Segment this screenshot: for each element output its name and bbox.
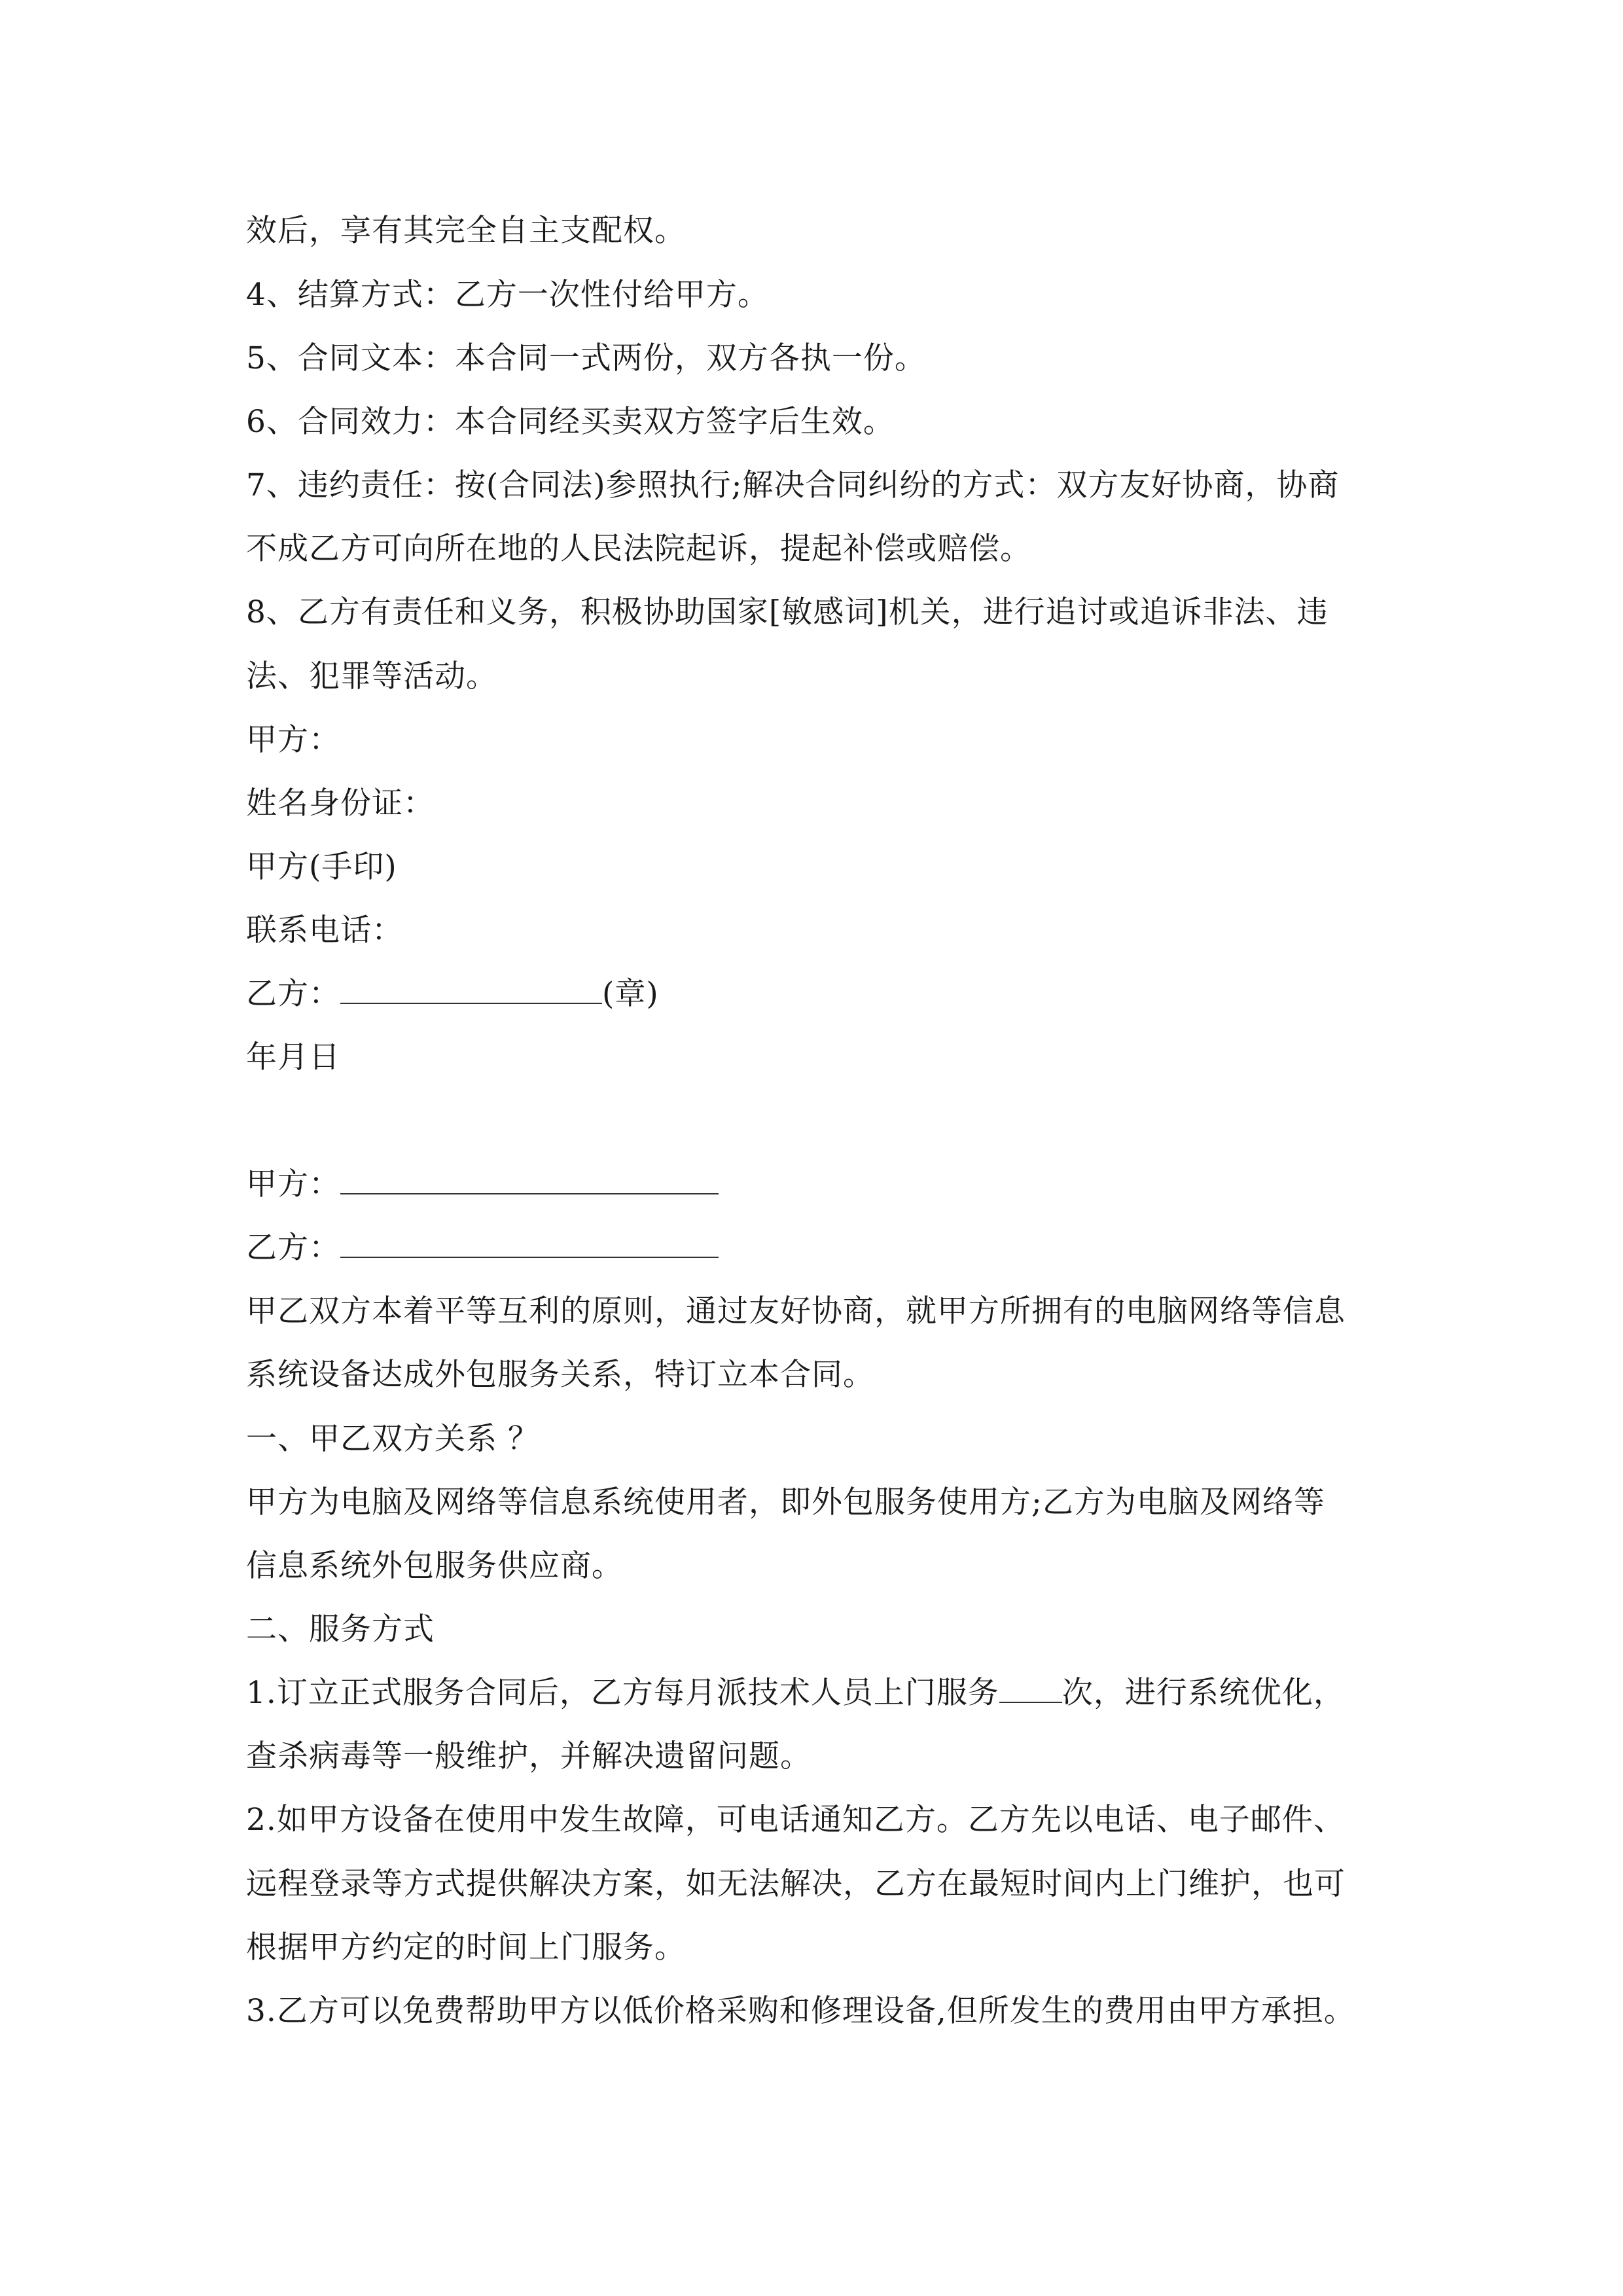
item-1-line [246, 1674, 1345, 1713]
section-heading: 一、甲乙双方关系 ？ [246, 1421, 539, 1457]
text-line: 法、犯罪等活动。 [246, 658, 497, 694]
sign-b-label: 乙方： [246, 1230, 340, 1266]
text-line: 6、合同效力：本合同经买卖双方签字后生效。 [246, 404, 895, 440]
visit-count-blank [999, 1676, 1062, 1703]
text-line: 5、合同文本：本合同一式两份，双方各执一份。 [246, 340, 926, 376]
text-line: 信息系统外包服务供应商。 [246, 1548, 623, 1584]
text-line: 甲方： [246, 722, 340, 758]
text-line: 4、结算方式：乙方一次性付给甲方。 [246, 277, 769, 313]
text-line: 8、乙方有责任和义务，积极协助国家[敏感词]机关，进行追讨或追诉非法、违 [246, 594, 1329, 630]
text-line: 系统设备达成外包服务关系，特订立本合同。 [246, 1357, 874, 1393]
sign-a-line [246, 1165, 719, 1204]
text-line: 不成乙方可向所在地的人民法院起诉，提起补偿或赔偿。 [246, 531, 1031, 567]
text-line: 远程登录等方式提供解决方案，如无法解决，乙方在最短时间内上门维护，也可 [246, 1866, 1346, 1902]
section-heading: 二、服务方式 [246, 1611, 435, 1647]
text-line: 甲方为电脑及网络等信息系统使用者，即外包服务使用方;乙方为电脑及网络等 [246, 1484, 1325, 1520]
date-line: 年月日 [246, 1039, 340, 1075]
text-line: 查杀病毒等一般维护，并解决遗留问题。 [246, 1738, 812, 1774]
sign-b-blank [340, 1230, 719, 1258]
party-b-seal: (章) [602, 976, 659, 1012]
sign-a-blank [340, 1167, 719, 1194]
text-line: 效后，享有其完全自主支配权。 [246, 213, 686, 249]
text-line: 甲乙双方本着平等互利的原则，通过友好协商，就甲方所拥有的电脑网络等信息 [246, 1293, 1346, 1329]
text-line: 甲方(手印) [246, 849, 397, 885]
party-b-line [246, 975, 659, 1014]
text-line: 联系电话： [246, 912, 403, 948]
text-line: 根据甲方约定的时间上门服务。 [246, 1929, 686, 1965]
party-b-blank [340, 977, 602, 1004]
text-line: 7、违约责任：按(合同法)参照执行;解决合同纠纷的方式：双方友好协商，协商 [246, 467, 1340, 503]
text-line: 姓名身份证： [246, 785, 435, 821]
sign-a-label: 甲方： [246, 1166, 340, 1202]
sign-b-line [246, 1229, 719, 1268]
text-line: 3.乙方可以免费帮助甲方以低价格采购和修理设备,但所发生的费用由甲方承担。 [246, 1993, 1355, 2029]
text-line: 2.如甲方设备在使用中发生故障，可电话通知乙方。乙方先以电话、电子邮件、 [246, 1802, 1345, 1838]
item-1-text-cont: 次，进行系统优化， [1061, 1675, 1345, 1711]
item-1-text: 1.订立正式服务合同后，乙方每月派技术人员上门服务 [246, 1675, 999, 1711]
party-b-label: 乙方： [246, 976, 340, 1012]
